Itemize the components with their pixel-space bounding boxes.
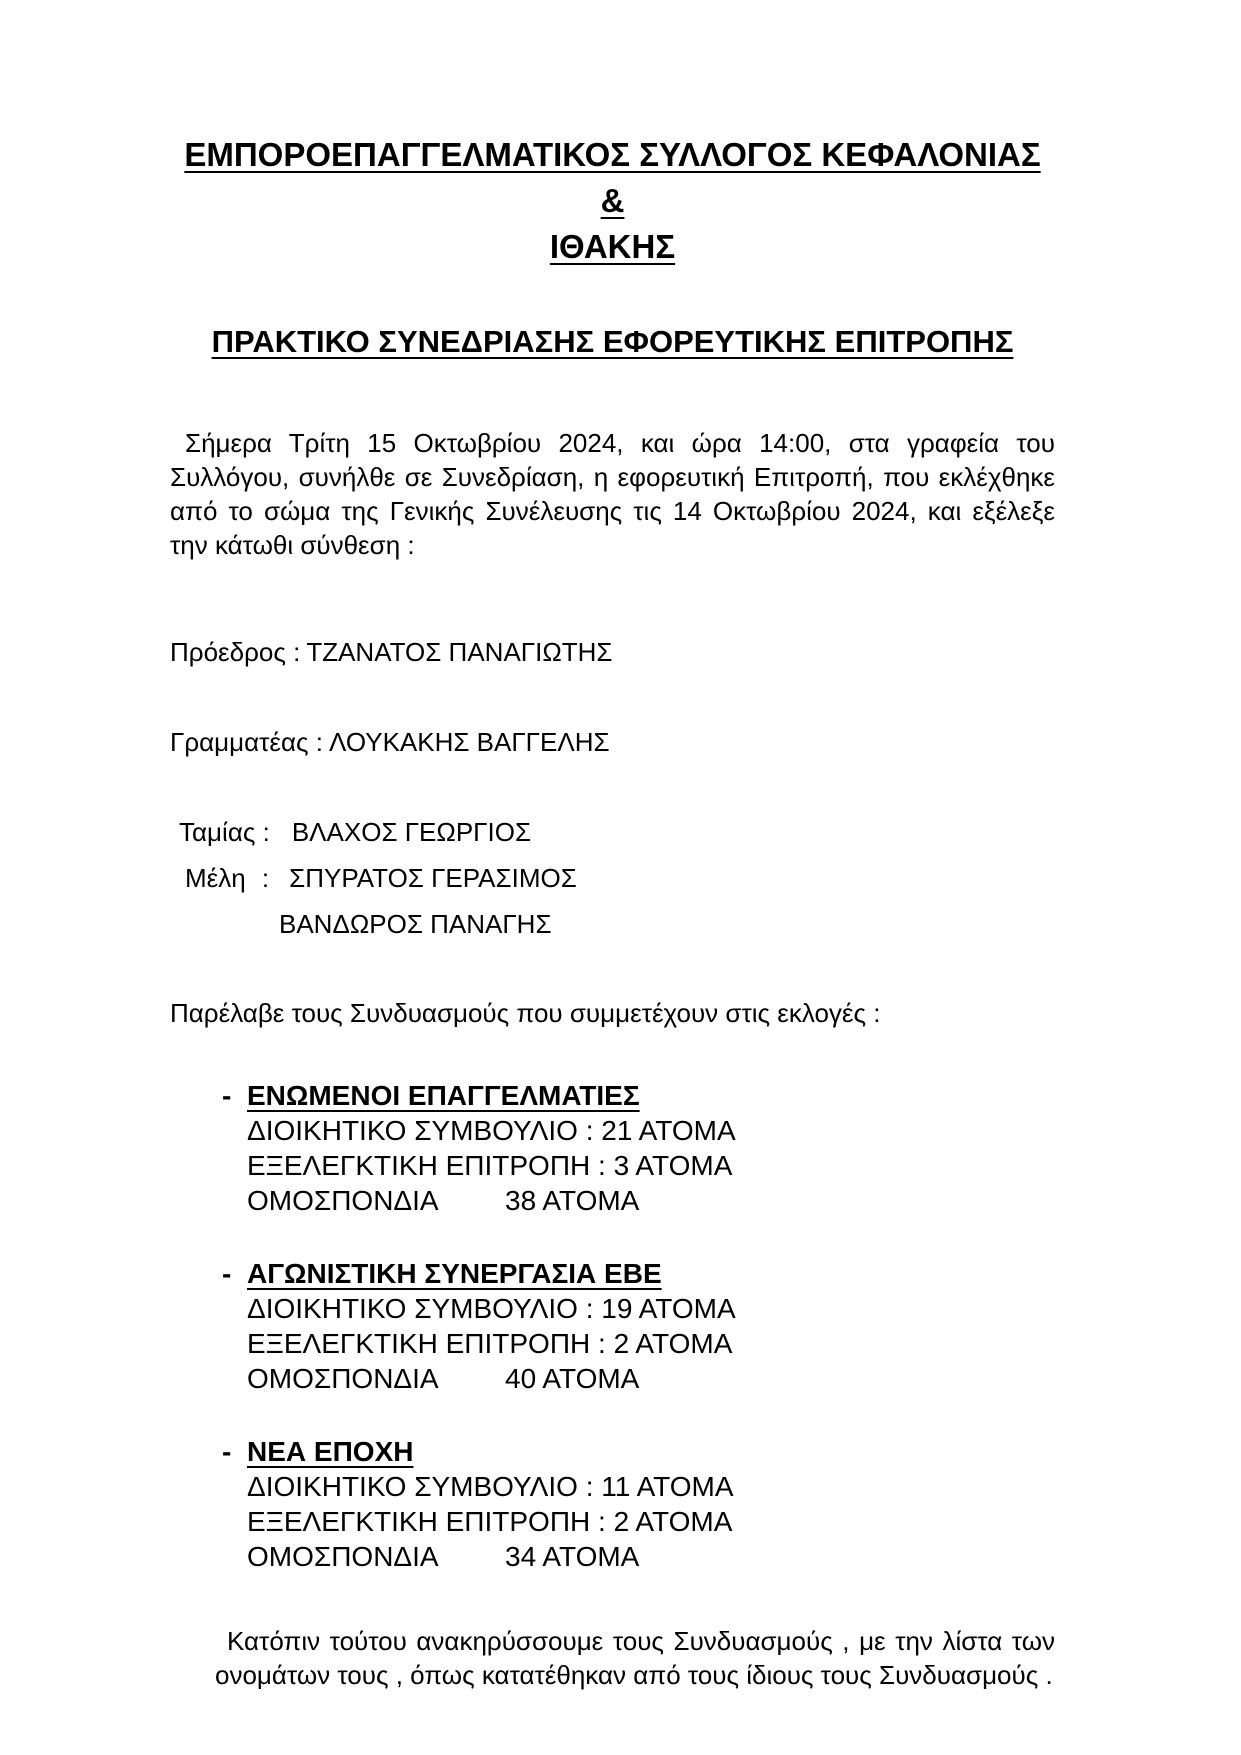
combination-row — [170, 1326, 1055, 1361]
row-label: ΟΜΟΣΠΟΝΔΙΑ — [247, 1185, 439, 1216]
officer-name: ΣΠΥΡΑΤΟΣ ΓΕΡΑΣΙΜΟΣ — [289, 863, 577, 893]
officer-line-member-2 — [170, 908, 1055, 941]
officer-role: Ταμίας : — [179, 817, 270, 847]
combination-row — [170, 1183, 1055, 1218]
officer-name: ΒΑΝΔΩΡΟΣ ΠΑΝΑΓΗΣ — [279, 909, 552, 939]
officer-name: ΛΟΥΚΑΚΗΣ ΒΑΓΓΕΛΗΣ — [329, 727, 610, 757]
bullet-dash: - — [222, 1436, 232, 1467]
combination-row — [170, 1539, 1055, 1574]
officer-line-member-1 — [170, 862, 1055, 895]
officer-name: ΤΖΑΝΑΤΟΣ ΠΑΝΑΓΙΩΤΗΣ — [306, 637, 613, 667]
combination-header — [170, 1256, 1055, 1291]
combinations-list — [170, 1078, 1055, 1574]
row-value: 40 ΑΤΟΜΑ — [505, 1363, 640, 1394]
row-value: 19 ΑΤΟΜΑ — [601, 1293, 736, 1324]
bullet-dash: - — [222, 1080, 232, 1111]
document-title-line1: ΕΜΠΟΡΟΕΠΑΓΓΕΛΜΑΤΙΚΟΣ ΣΥΛΛΟΓΟΣ ΚΕΦΑΛΟΝΙΑΣ & — [184, 136, 1041, 219]
combination-group-3 — [170, 1434, 1055, 1574]
row-label: ΕΞΕΛΕΓΚΤΙΚΗ ΕΠΙΤΡΟΠΗ : — [247, 1150, 606, 1181]
row-value: 2 ΑΤΟΜΑ — [613, 1328, 733, 1359]
combination-header — [170, 1434, 1055, 1469]
document-subtitle: ΠΡΑΚΤΙΚΟ ΣΥΝΕΔΡΙΑΣΗΣ ΕΦΟΡΕΥΤΙΚΗΣ ΕΠΙΤΡΟΠΗΣ — [211, 324, 1014, 359]
row-label: ΕΞΕΛΕΓΚΤΙΚΗ ΕΠΙΤΡΟΠΗ : — [247, 1506, 606, 1537]
combination-name: ΝΕΑ ΕΠΟΧΗ — [247, 1436, 414, 1467]
combination-row — [170, 1148, 1055, 1183]
combination-name: ΕΝΩΜΕΝΟΙ ΕΠΑΓΓΕΛΜΑΤΙΕΣ — [247, 1080, 640, 1111]
row-label: ΟΜΟΣΠΟΝΔΙΑ — [247, 1363, 439, 1394]
document-title — [170, 132, 1055, 270]
document-title-line2: ΙΘΑΚΗΣ — [549, 228, 676, 265]
row-label: ΔΙΟΙΚΗΤΙΚΟ ΣΥΜΒΟΥΛΙΟ : — [247, 1471, 594, 1502]
officer-name: ΒΛΑΧΟΣ ΓΕΩΡΓΙΟΣ — [291, 817, 532, 847]
combination-header — [170, 1078, 1055, 1113]
row-label: ΔΙΟΙΚΗΤΙΚΟ ΣΥΜΒΟΥΛΙΟ : — [247, 1115, 594, 1146]
combination-row — [170, 1291, 1055, 1326]
officer-role: Πρόεδρος : — [170, 637, 301, 667]
row-label: ΟΜΟΣΠΟΝΔΙΑ — [247, 1541, 439, 1572]
row-label: ΕΞΕΛΕΓΚΤΙΚΗ ΕΠΙΤΡΟΠΗ : — [247, 1328, 606, 1359]
intro-paragraph: Σήμερα Τρίτη 15 Οκτωβρίου 2024, και ώρα 14:00, στα γραφεία του Συλλόγου, συνήλθε σε Συνεδρίαση, η εφορευτική Επιτροπή, που εκλέχθηκε από το σώμα της Γενικής Συνέλευσης τις 14 Οκτωβρίου 2024, και εξέλεξε την κάτωθι σύνθεση : — [170, 428, 1055, 560]
officer-line-treasurer — [170, 816, 1055, 849]
officer-line-secretary — [170, 726, 1055, 759]
row-value: 34 ΑΤΟΜΑ — [505, 1541, 640, 1572]
officer-line-president — [170, 636, 1055, 669]
combination-name: ΑΓΩΝΙΣΤΙΚΗ ΣΥΝΕΡΓΑΣΙΑ ΕΒΕ — [247, 1258, 662, 1289]
combination-row — [170, 1113, 1055, 1148]
officers-section — [170, 636, 1055, 941]
officer-role: Μέλη : — [185, 863, 270, 893]
officer-role: Γραμματέας : — [170, 727, 324, 757]
combination-group-1 — [170, 1078, 1055, 1218]
row-label: ΔΙΟΙΚΗΤΙΚΟ ΣΥΜΒΟΥΛΙΟ : — [247, 1293, 594, 1324]
received-line: Παρέλαβε τους Συνδυασμούς που συμμετέχουν στις εκλογές : — [170, 998, 881, 1028]
row-value: 21 ΑΤΟΜΑ — [601, 1115, 736, 1146]
row-value: 11 ΑΤΟΜΑ — [601, 1471, 734, 1502]
combination-group-2 — [170, 1256, 1055, 1396]
closing-paragraph: Κατόπιν τούτου ανακηρύσσουμε τους Συνδυασμούς , με την λίστα των ονομάτων τους , όπως κατατέθηκαν από τους ίδιους τους Συνδυασμούς . — [215, 1626, 1055, 1690]
combination-row — [170, 1361, 1055, 1396]
row-value: 38 ΑΤΟΜΑ — [505, 1185, 640, 1216]
combination-row — [170, 1504, 1055, 1539]
bullet-dash: - — [222, 1258, 232, 1289]
row-value: 3 ΑΤΟΜΑ — [613, 1150, 733, 1181]
combination-row — [170, 1469, 1055, 1504]
row-value: 2 ΑΤΟΜΑ — [613, 1506, 733, 1537]
